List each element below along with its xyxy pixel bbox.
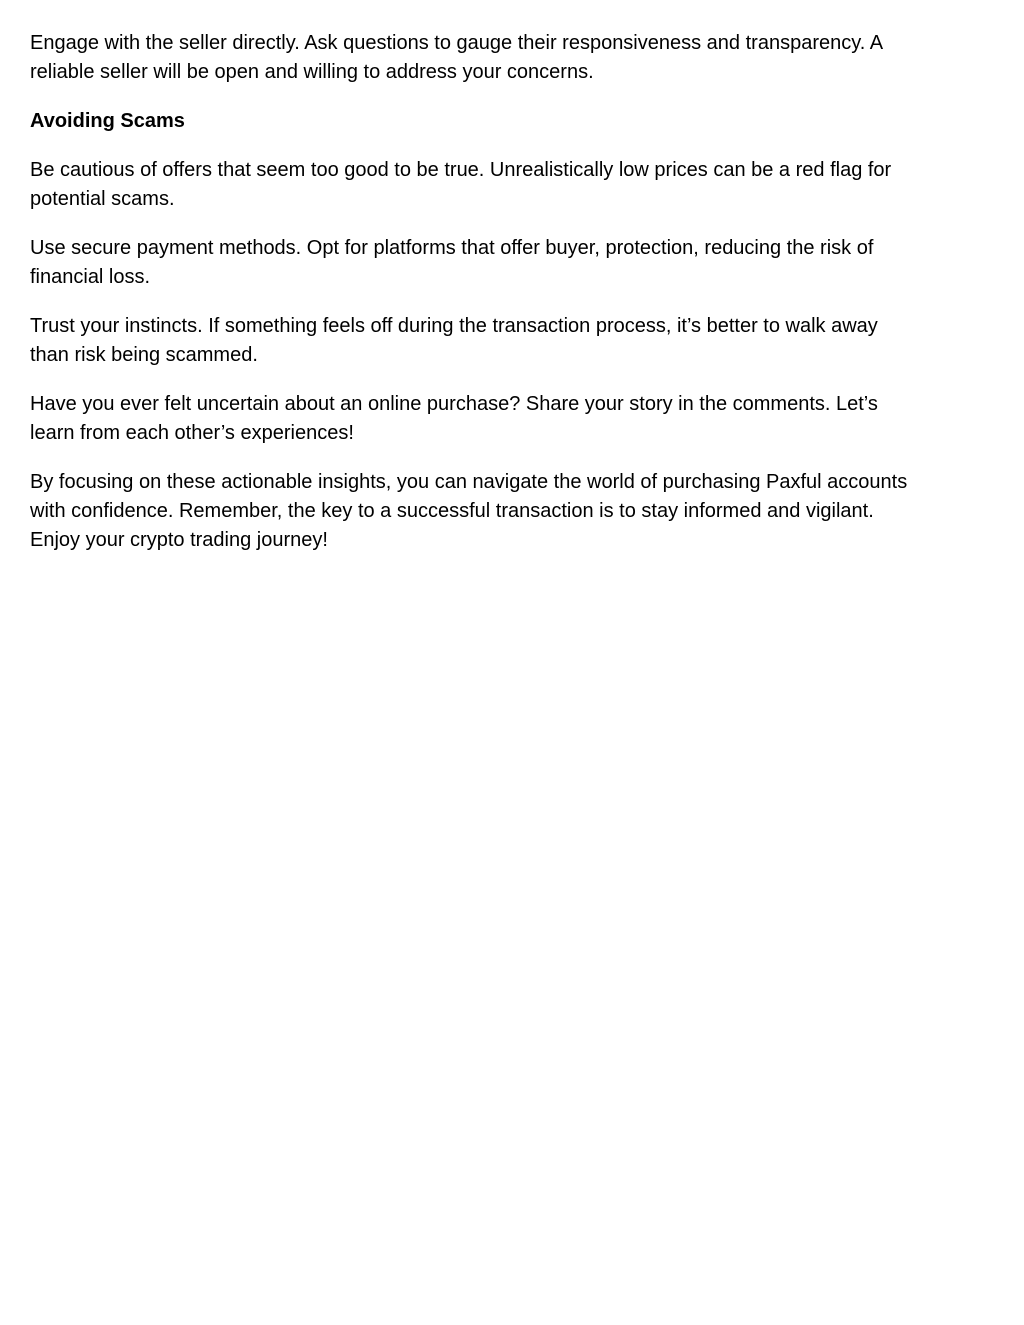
- paragraph-conclusion: By focusing on these actionable insights, you can navigate the world of purchasing Paxful accounts with confidence. Remember, the key to a successful transaction is to stay informed and vigilant. Enjoy your crypto trading journey!: [30, 471, 908, 551]
- paragraph-instincts: Trust your instincts. If something feels off during the transaction process, it’s better to walk away than risk being scammed.: [30, 315, 878, 366]
- document-page: [30, 29, 995, 575]
- intro-paragraph: Engage with the seller directly. Ask questions to gauge their responsiveness and transparency. A reliable seller will be open and willing to address your concerns.: [30, 32, 884, 83]
- paragraph-payment: Use secure payment methods. Opt for platforms that offer buyer, protection, reducing the risk of financial loss.: [30, 237, 874, 288]
- paragraph-share-story: Have you ever felt uncertain about an online purchase? Share your story in the comments. Let’s learn from each other’s experiences!: [30, 393, 878, 444]
- paragraph-offers: Be cautious of offers that seem too good to be true. Unrealistically low prices can be a red flag for potential scams.: [30, 159, 892, 210]
- section-heading: Avoiding Scams: [30, 110, 185, 132]
